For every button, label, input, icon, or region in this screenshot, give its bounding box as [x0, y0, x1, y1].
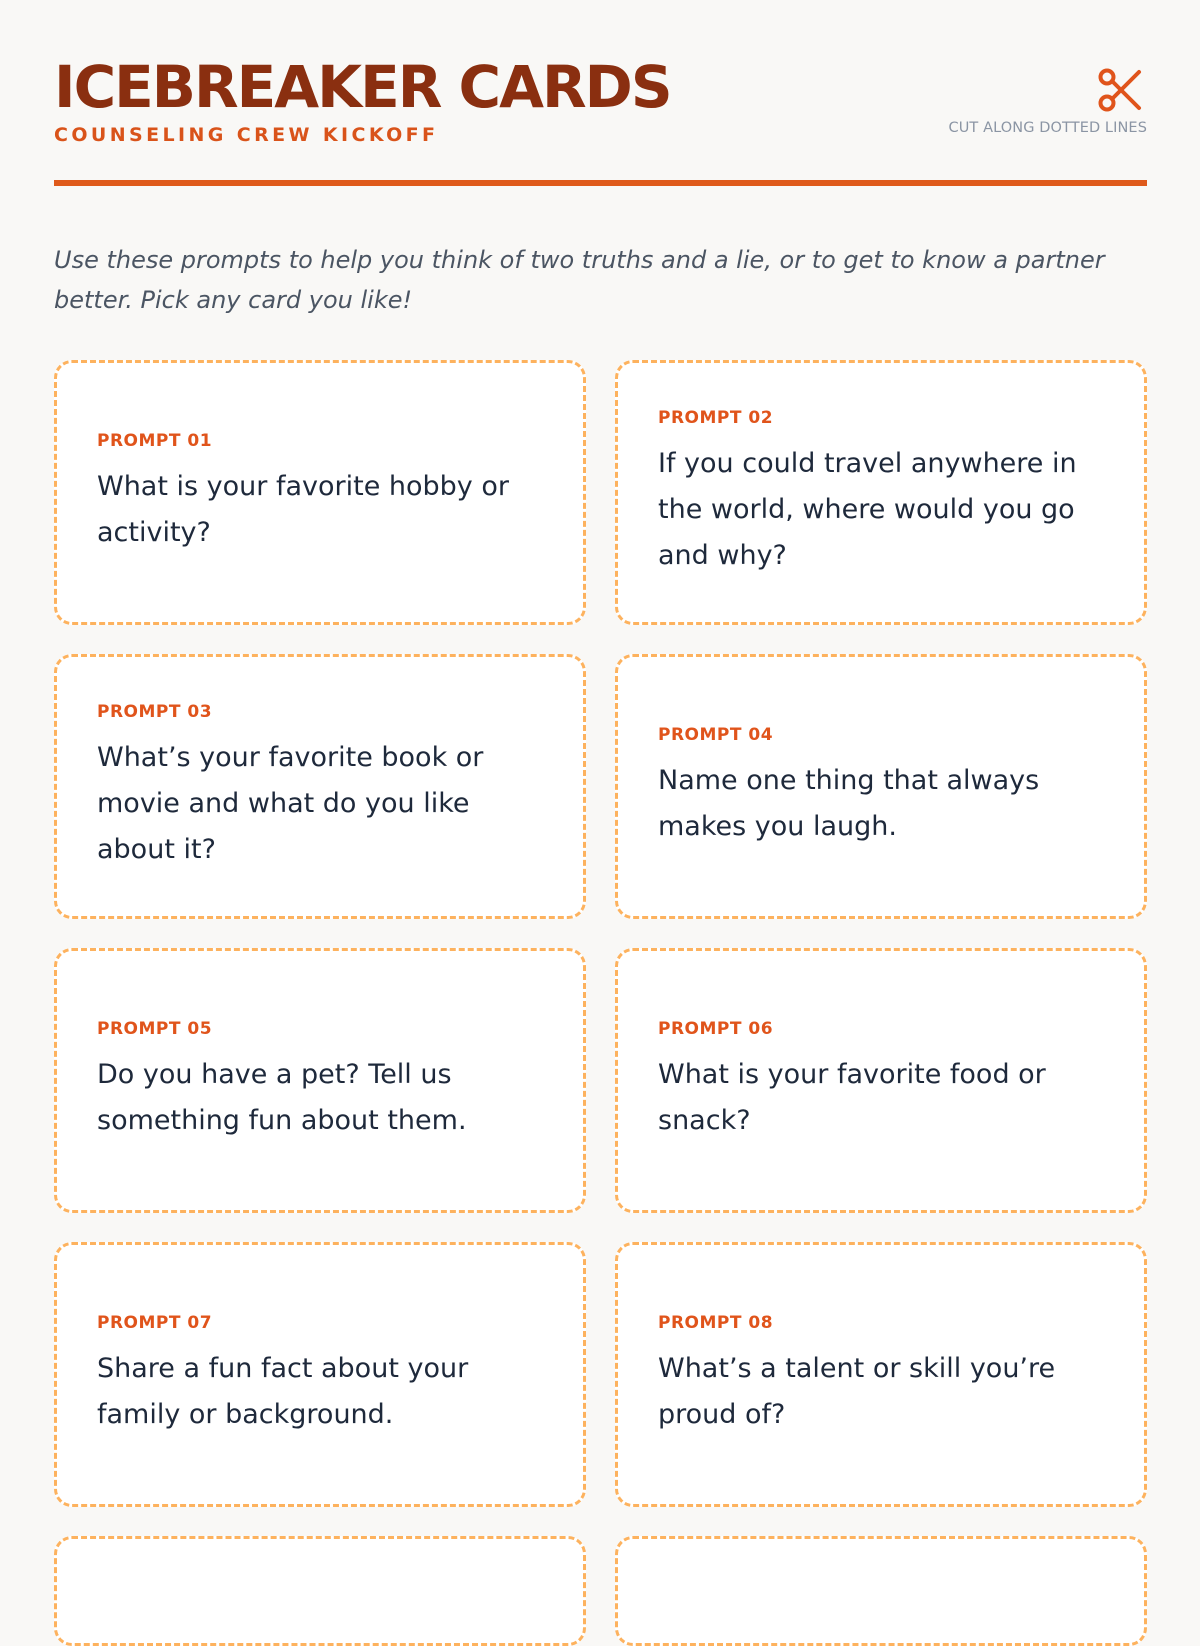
prompt-card — [54, 654, 586, 919]
prompt-label: PROMPT 02 — [658, 407, 774, 428]
prompt-text: Do you have a pet? Tell us something fun about them. — [97, 1058, 467, 1136]
prompt-label: PROMPT 03 — [97, 701, 213, 722]
prompt-card — [54, 1242, 586, 1507]
prompt-label: PROMPT 01 — [97, 430, 213, 451]
prompt-text: What is your favorite hobby or activity? — [97, 470, 509, 548]
prompt-label: PROMPT 06 — [658, 1018, 774, 1039]
cut-note: CUT ALONG DOTTED LINES — [948, 120, 1147, 136]
prompt-card — [615, 654, 1147, 919]
prompt-text: What’s your favorite book or movie and what do you like about it? — [97, 741, 484, 865]
prompt-card — [615, 948, 1147, 1213]
prompt-card — [615, 1242, 1147, 1507]
page-title: ICEBREAKER CARDS — [54, 53, 671, 121]
page-header — [54, 52, 1147, 188]
prompt-text: Share a fun fact about your family or background. — [97, 1352, 469, 1430]
prompt-card — [54, 360, 586, 625]
prompt-card-cutoff — [54, 1536, 586, 1646]
prompt-card — [615, 360, 1147, 625]
prompt-card — [54, 948, 586, 1213]
scissors-icon — [1097, 66, 1143, 114]
prompt-text: Name one thing that always makes you laugh. — [658, 764, 1040, 842]
header-divider — [54, 180, 1147, 186]
prompt-card-cutoff — [615, 1536, 1147, 1646]
prompt-label: PROMPT 07 — [97, 1312, 213, 1333]
prompt-label: PROMPT 05 — [97, 1018, 213, 1039]
intro-text: Use these prompts to help you think of two truths and a lie, or to get to know a partner better. Pick any card you like! — [54, 246, 1105, 314]
prompt-text: What’s a talent or skill you’re proud of? — [658, 1352, 1056, 1430]
cut-instruction — [887, 66, 1147, 138]
prompt-text: What is your favorite food or snack? — [658, 1058, 1046, 1136]
prompt-label: PROMPT 08 — [658, 1312, 774, 1333]
page-subtitle: COUNSELING CREW KICKOFF — [54, 124, 439, 146]
card-grid — [54, 360, 1147, 1646]
prompt-text: If you could travel anywhere in the world, where would you go and why? — [658, 447, 1077, 571]
prompt-label: PROMPT 04 — [658, 724, 774, 745]
